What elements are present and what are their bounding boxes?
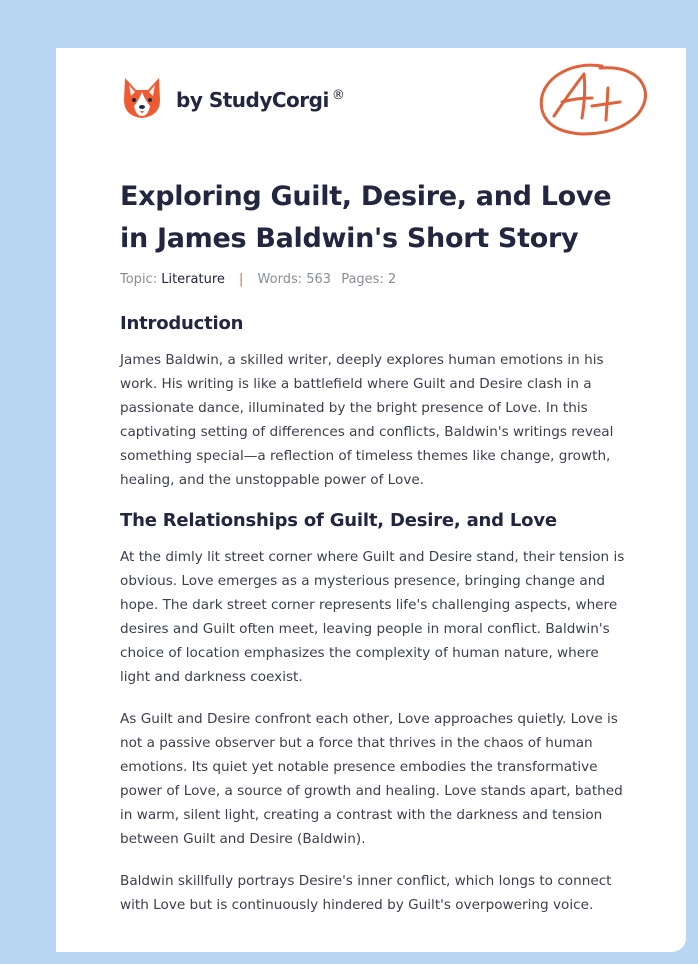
corgi-logo-icon <box>122 76 162 120</box>
topic-label: Topic: <box>120 272 158 287</box>
brand-name: by StudyCorgi ® <box>176 88 345 112</box>
page-title: Exploring Guilt, Desire, and Love in James Baldwin's Short Story <box>120 181 612 254</box>
topic-link[interactable]: Literature <box>161 272 225 287</box>
paragraph: At the dimly lit street corner where Guilt and Desire stand, their tension is obvious. Love emerges as a mysterious presence, bringing change and hope. The dark street corner represents life's challenging aspects, where desires and Guilt often meet, leaving people in moral conflict. Baldwin's choice of location emphasizes the complexity of human nature, where light and darkness coexist. <box>120 549 625 685</box>
a-plus-grade-icon <box>536 58 648 140</box>
meta-separator: | <box>239 272 244 287</box>
section-heading-introduction: Introduction <box>120 313 244 334</box>
document-page <box>56 48 686 952</box>
document-meta <box>120 272 632 287</box>
registered-mark: ® <box>331 88 345 104</box>
paragraph: As Guilt and Desire confront each other, Love approaches quietly. Love is not a passive observer but a force that thrives in the chaos of human emotions. Its quiet yet notable presence embodies the transformative power of Love, a source of growth and healing. Love stands apart, bathed in warm, silent light, creating a contrast with the darkness and tension between Guilt and Desire (Baldwin). <box>120 711 623 847</box>
paragraph: James Baldwin, a skilled writer, deeply explores human emotions in his work. His writing is like a battlefield where Guilt and Desire clash in a passionate dance, illuminated by the bright presence of Love. In this captivating setting of differences and conflicts, Baldwin's writings reveal something special—a reflection of timeless themes like change, growth, healing, and the unstoppable power of Love. <box>120 352 614 488</box>
word-count: Words: 563 <box>257 272 332 287</box>
paragraph: Baldwin skillfully portrays Desire's inner conflict, which longs to connect with Love but is continuously hindered by Guilt's overpowering voice. <box>120 873 612 913</box>
section-heading-relationships: The Relationships of Guilt, Desire, and Love <box>120 510 557 531</box>
document-content <box>120 176 632 917</box>
studycorgi-logo[interactable] <box>122 76 344 120</box>
page-count: Pages: 2 <box>341 272 397 287</box>
